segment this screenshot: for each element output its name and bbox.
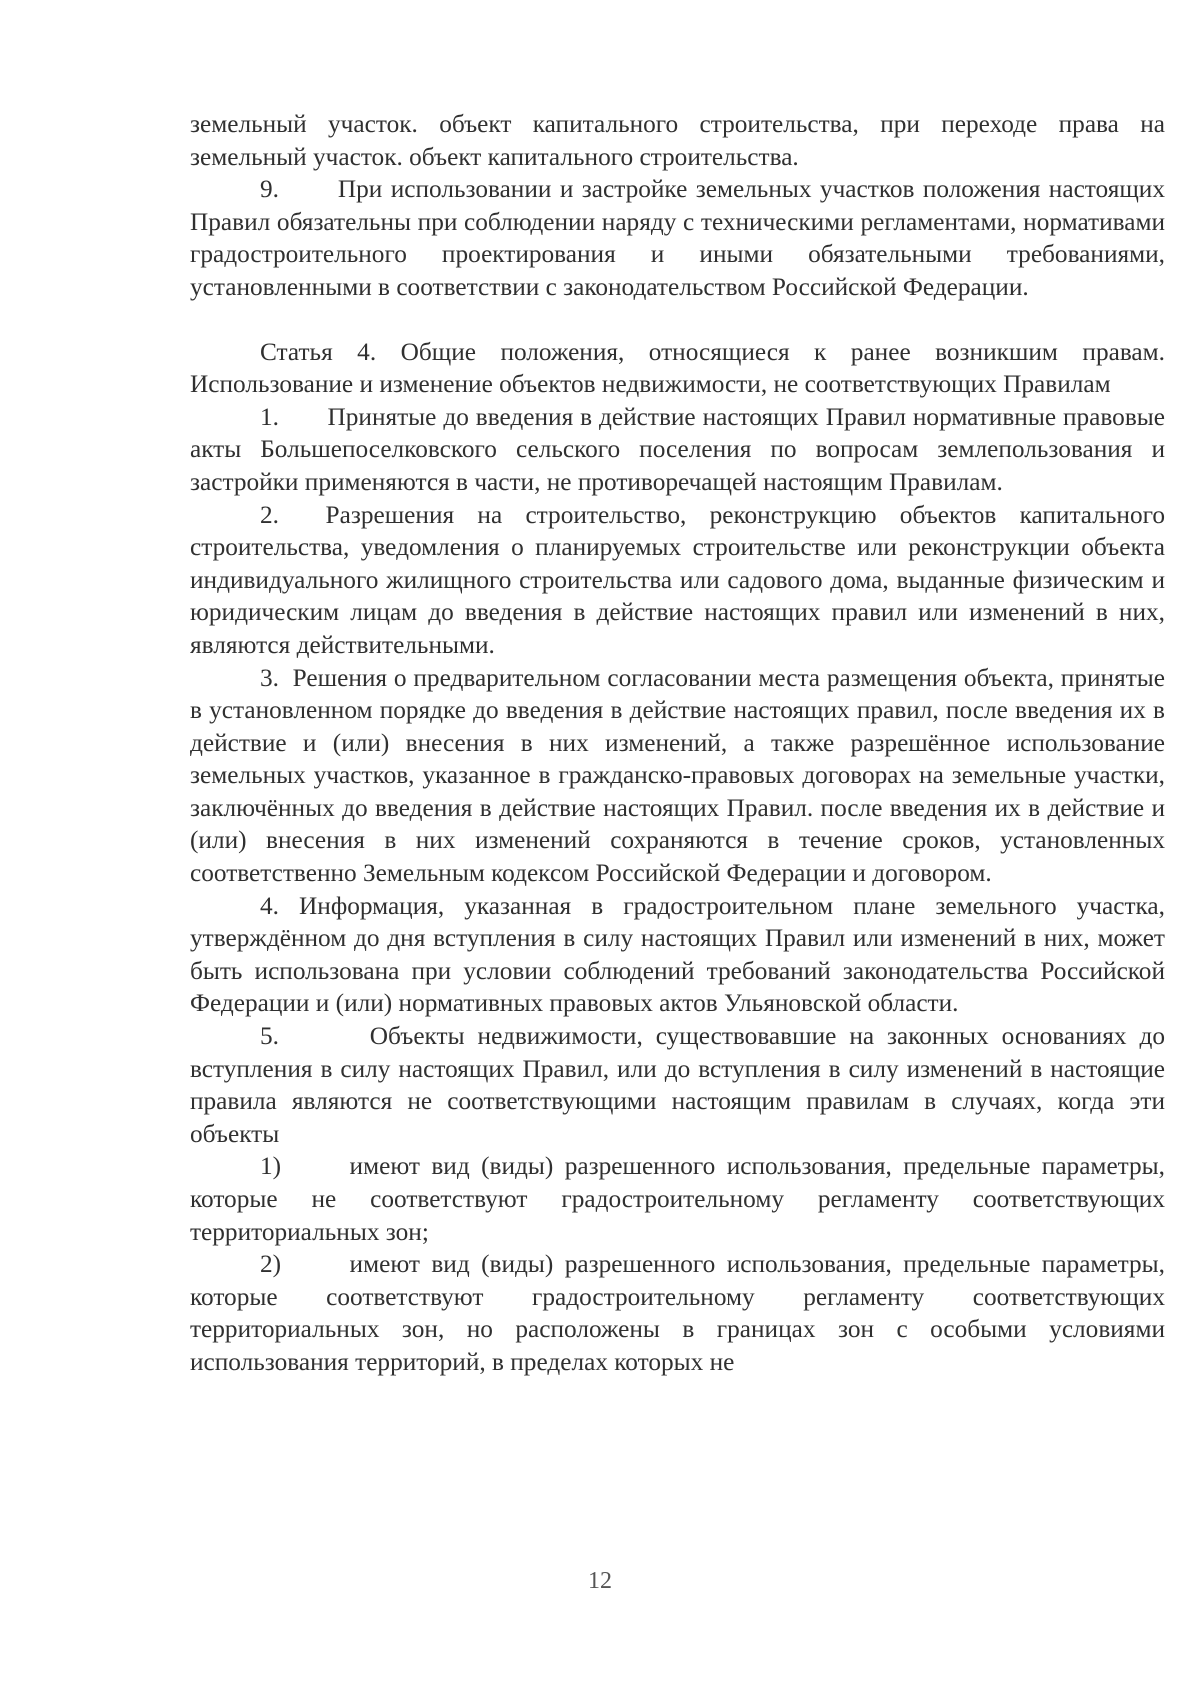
subitem-2: 2) имеют вид (виды) разрешенного использования, предельные параметры, которые соответствуют градостроительному регламенту соответствующих территориальных зон, но расположены в границах зон с особыми условиями использования территорий, в пределах которых не: [190, 1250, 1165, 1376]
paragraph-item-4: 4. Информация, указанная в градостроительном плане земельного участка, утверждённом до дня вступления в силу настоящих Правил или изменений в них, может быть использована при условии соблюдений требований законодательства Российской Федерации и (или) нормативных правовых актов Ульяновской области.: [190, 891, 1165, 1018]
paragraph-continuation: земельный участок. объект капитального строительства, при переходе права на земельный участок. объект капитального строительства.: [190, 110, 1165, 171]
paragraph-item-5: 5. Объекты недвижимости, существовавшие на законных основаниях до вступления в силу настоящих Правил, или до вступления в силу изменений в настоящие правила являются не соответствующими настоящим правилам в случаях, когда эти объекты: [190, 1022, 1165, 1148]
subitem-1: 1) имеют вид (виды) разрешенного использования, предельные параметры, которые не соответствуют градостроительному регламенту соответствующих территориальных зон;: [190, 1152, 1165, 1246]
paragraph-item-9: 9. При использовании и застройке земельных участков положения настоящих Правил обязательны при соблюдении наряду с техническими регламентами, нормативами градостроительного проектирования и иными обязательными требованиями, установленными в соответствии с законодательством Российской Федерации.: [190, 175, 1165, 301]
paragraph-item-3: 3. Решения о предварительном согласовании места размещения объекта, принятые в установленном порядке до введения в действие настоящих правил, после введения их в действие и (или) внесения в них изменений, а также разрешённое использование земельных участков, указанное в гражданско-правовых договорах на земельные участки, заключённых до введения в действие настоящих Правил. после введения их в действие и (или) внесения в них изменений сохраняются в течение сроков, установленных соответственно Земельным кодексом Российской Федерации и договором.: [190, 663, 1165, 888]
document-body: [190, 108, 1165, 1379]
paragraph-item-1: 1. Принятые до введения в действие настоящих Правил нормативные правовые акты Большепоселковского сельского поселения по вопросам землепользования и застройки применяются в части, не противоречащей настоящим Правилам.: [190, 402, 1165, 496]
article-4-heading: Статья 4. Общие положения, относящиеся к ранее возникшим правам. Использование и изменение объектов недвижимости, не соответствующих Правилам: [190, 337, 1165, 399]
paragraph-item-2: 2. Разрешения на строительство, реконструкцию объектов капитального строительства, уведомления о планируемых строительстве или реконструкции объекта индивидуального жилищного строительства или садового дома, выданные физическим и юридическим лицам до введения в действие настоящих правил или изменений в них, являются действительными.: [190, 500, 1165, 659]
page-number: 12: [588, 1568, 612, 1594]
